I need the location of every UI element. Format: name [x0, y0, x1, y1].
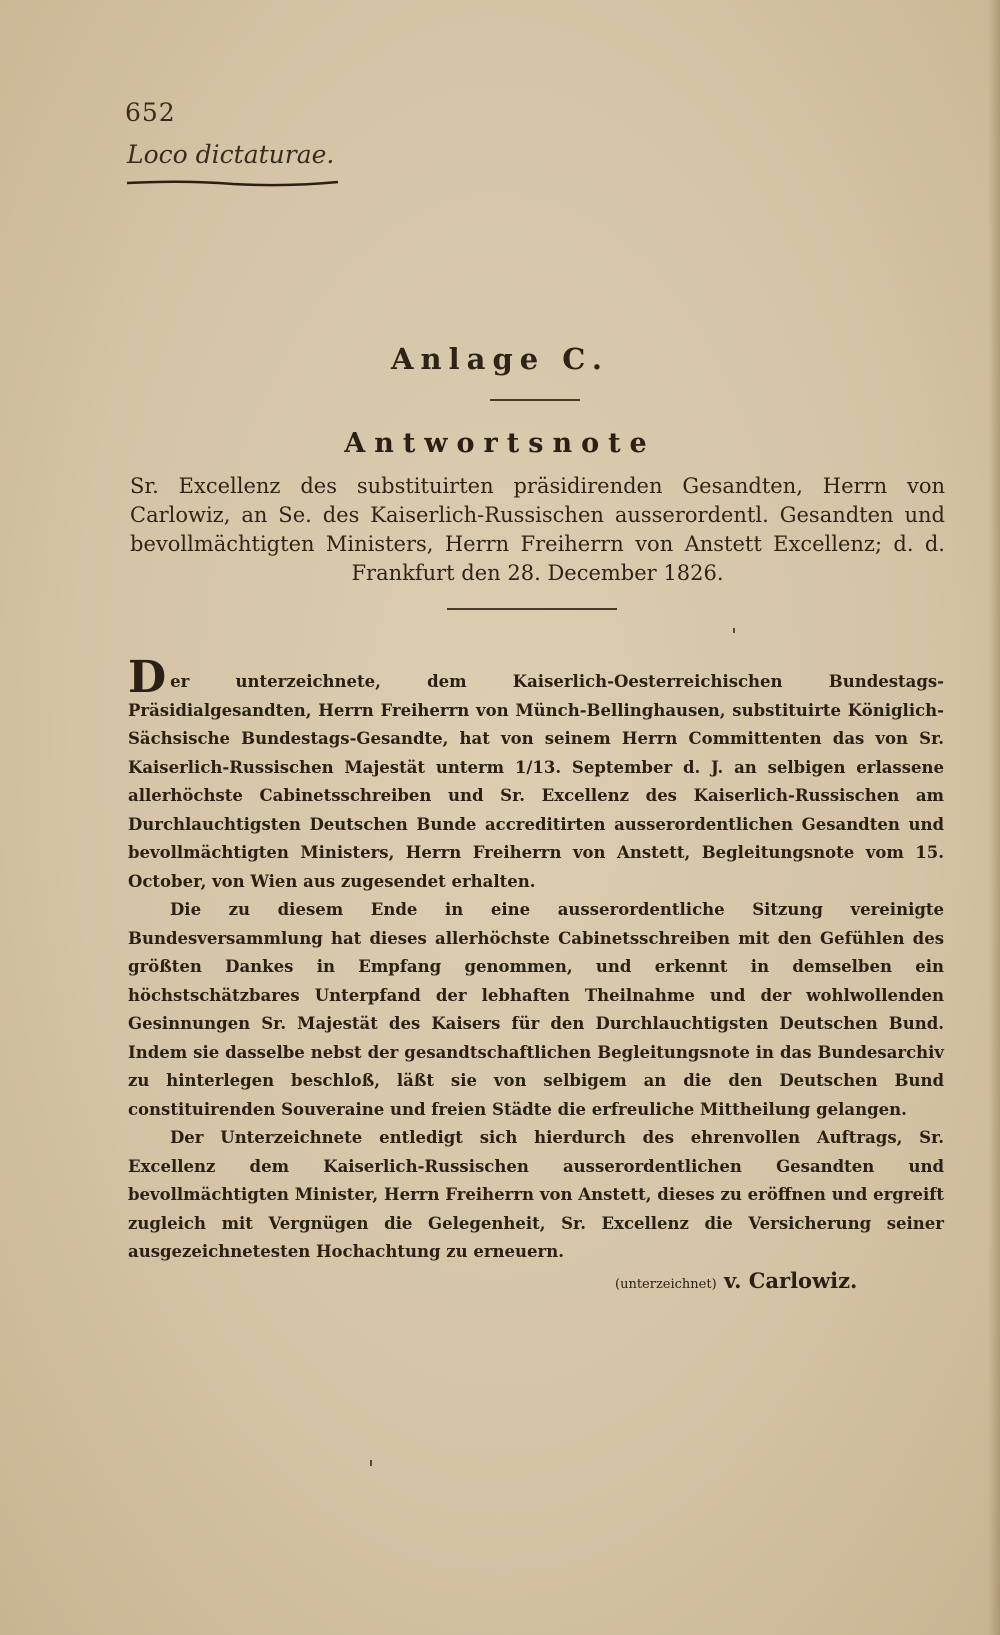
- paragraph: Der Unterzeichnete entledigt sich hierdurch des ehrenvollen Auftrags, Sr. Excellenz dem Kaiserlich-Russischen ausserordentlichen Gesandten und bevollmächtigten Minister, Herrn Freiherrn von Anstett, dieses zu eröffnen und ergreift zugleich mit Vergnügen die Gelegenheit, Sr. Excellenz die Versicherung seiner ausgezeichnetesten Hochachtung zu erneuern.: [128, 1128, 944, 1261]
- paragraph: [128, 652, 944, 896]
- document-subheading: Sr. Excellenz des substituirten präsidirenden Gesandten, Herrn von Carlowiz, an Se. des Kaiserlich-Russischen ausserordentl. Gesandten und bevollmächtigten Ministers, Herrn Freiherrn von Anstett Excellenz; d. d. Frankfurt den 28. December 1826.: [130, 474, 945, 585]
- decorative-swash: [125, 178, 340, 188]
- anlage-title: Anlage C.: [391, 342, 609, 376]
- paragraph-text: er unterzeichnete, dem Kaiserlich-Oesterreichischen Bundestags-Präsidialgesandten, Herrn Freiherrn von Münch-Bellinghausen, substituirte Königlich-Sächsische Bundestags-Gesandte, hat von seinem Herrn Committenten das von Sr. Kaiserlich-Russischen Majestät unterm 1/13. September d. J. an selbigen erlassene allerhöchste Cabinetsschreiben und Sr. Excellenz des Kaiserlich-Russischen am Durchlauchtigsten Deutschen Bunde accreditirten ausserordentlichen Gesandten und bevollmächtigten Ministers, Herrn Freiherrn von Anstett, Begleitungsnote vom 15. October, von Wien aus zugesendet erhalten.: [128, 672, 944, 891]
- ink-speck: [370, 1460, 372, 1466]
- document-body: [128, 652, 944, 1267]
- folio-number: 652: [125, 98, 176, 127]
- page-edge-shadow: [988, 0, 1000, 1635]
- drop-cap: D: [128, 652, 167, 703]
- paragraph: Die zu diesem Ende in eine ausserordentliche Sitzung vereinigte Bundesversammlung hat dieses allerhöchste Cabinetsschreiben mit den Gefühlen des größten Dankes in Empfang genommen, und erkennt in demselben ein höchstschätzbares Unterpfand der lebhaften Theilnahme und der wohlwollenden Gesinnungen Sr. Majestät des Kaisers für den Durchlauchtigsten Deutschen Bund. Indem sie dasselbe nebst der gesandtschaftlichen Begleitungsnote in das Bundesarchiv zu hinterlegen beschloß, läßt sie von selbigem an die den Deutschen Bund constituirenden Souveraine und freien Städte die erfreuliche Mittheilung gelangen.: [128, 900, 944, 1119]
- document-heading: Antwortsnote: [344, 428, 656, 459]
- signature: [615, 1268, 857, 1293]
- ink-speck: [733, 628, 735, 633]
- divider-rule: [490, 399, 580, 401]
- divider-rule: [447, 608, 617, 610]
- signature-prefix: (unterzeichnet): [615, 1277, 717, 1292]
- signature-name: v. Carlowiz.: [723, 1268, 858, 1293]
- dictatur-note: Loco dictaturae.: [127, 140, 335, 169]
